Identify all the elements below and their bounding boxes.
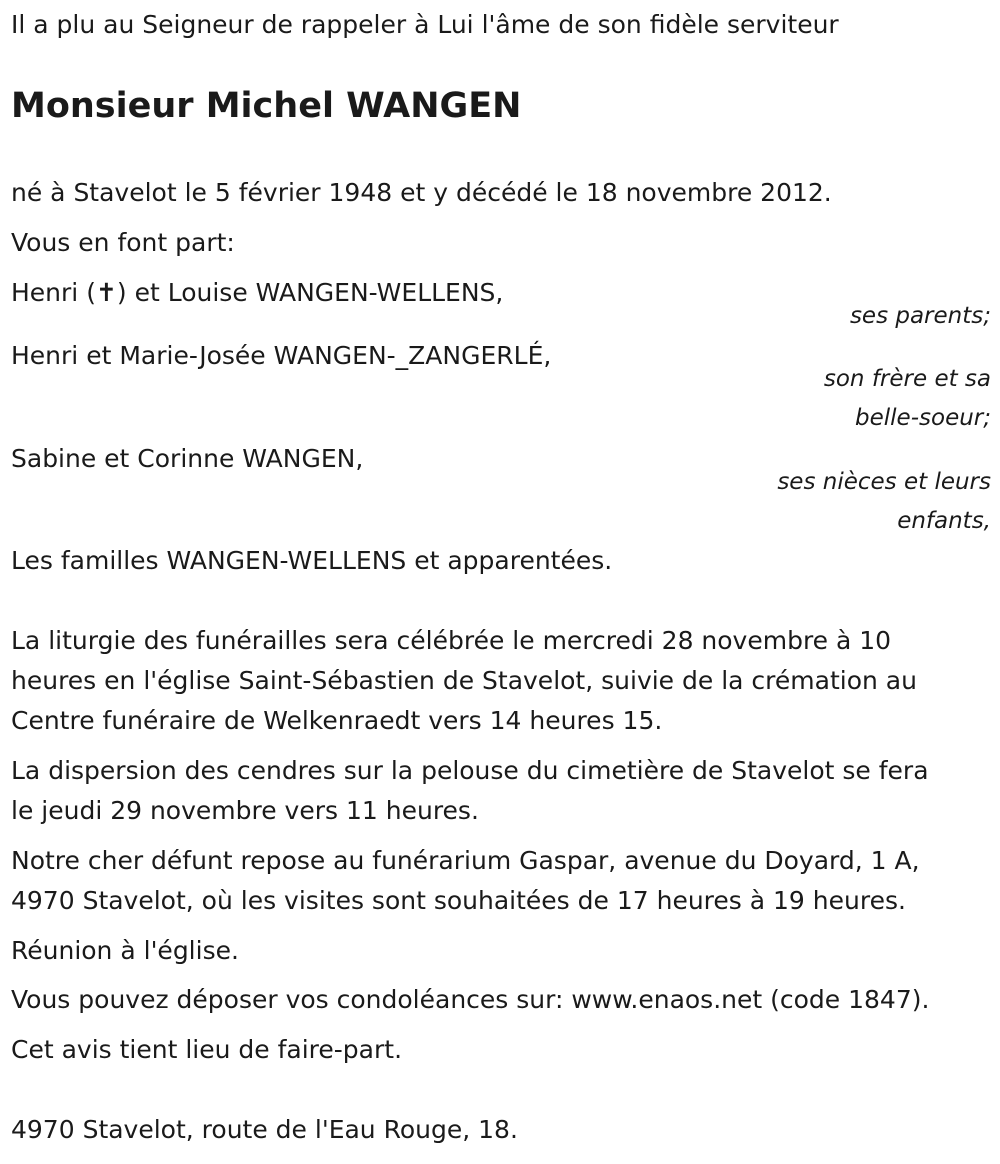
liturgy-line-2: heures en l'église Saint-Sébastien de Stavelot, suivie de la crémation au bbox=[11, 666, 917, 695]
family-entry-brother: Henri et Marie-Josée WANGEN-_ZANGERLÉ, bbox=[11, 341, 552, 370]
liturgy-line-3: Centre funéraire de Welkenraedt vers 14 heures 15. bbox=[11, 706, 663, 735]
relation-parents: ses parents; bbox=[849, 303, 991, 329]
condolences-text: Vous pouvez déposer vos condoléances sur: www.enaos.net (code 1847). bbox=[11, 985, 930, 1014]
relation-brother-line2: belle-soeur; bbox=[855, 405, 991, 431]
address-text: 4970 Stavelot, route de l'Eau Rouge, 18. bbox=[11, 1115, 518, 1144]
rest-line-1: Notre cher défunt repose au funérarium Gaspar, avenue du Doyard, 1 A, bbox=[11, 846, 920, 875]
notice-text: Cet avis tient lieu de faire-part. bbox=[11, 1035, 403, 1064]
birth-death-line: né à Stavelot le 5 février 1948 et y décédé le 18 novembre 2012. bbox=[11, 178, 832, 207]
relation-nieces-line1: ses nièces et leurs bbox=[777, 469, 991, 495]
liturgy-line-1: La liturgie des funérailles sera célébrée le mercredi 28 novembre à 10 bbox=[11, 626, 892, 655]
family-entry-nieces: Sabine et Corinne WANGEN, bbox=[11, 444, 364, 473]
families-line: Les familles WANGEN-WELLENS et apparentées. bbox=[11, 546, 613, 575]
relation-brother-line1: son frère et sa bbox=[823, 366, 991, 392]
deceased-name: Monsieur Michel WANGEN bbox=[11, 86, 522, 126]
relation-nieces-line2: enfants, bbox=[897, 508, 991, 534]
reunion-text: Réunion à l'église. bbox=[11, 936, 239, 965]
announcers-intro: Vous en font part: bbox=[11, 228, 235, 257]
dispersion-line-2: le jeudi 29 novembre vers 11 heures. bbox=[11, 796, 479, 825]
rest-line-2: 4970 Stavelot, où les visites sont souhaitées de 17 heures à 19 heures. bbox=[11, 886, 906, 915]
family-entry-parents: Henri (✝) et Louise WANGEN-WELLENS, bbox=[11, 278, 504, 307]
intro-text: Il a plu au Seigneur de rappeler à Lui l'âme de son fidèle serviteur bbox=[11, 10, 839, 39]
dispersion-line-1: La dispersion des cendres sur la pelouse du cimetière de Stavelot se fera bbox=[11, 756, 929, 785]
